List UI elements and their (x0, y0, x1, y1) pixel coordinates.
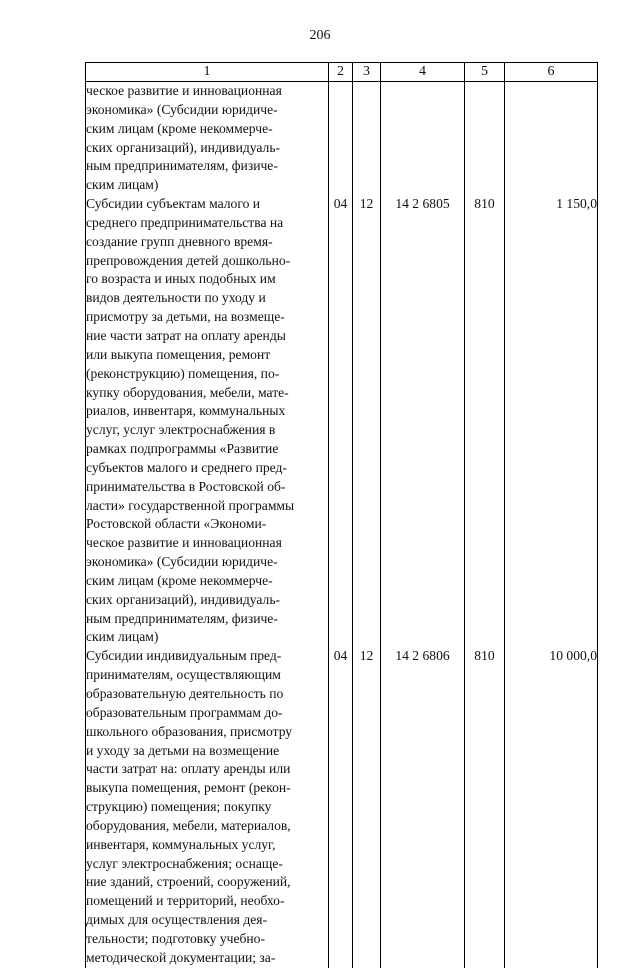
description-line: образовательную деятельность по (86, 686, 284, 701)
table-header-row (86, 63, 598, 82)
amount-value: 1 150,0 (505, 195, 598, 647)
section-code: 04 (329, 195, 353, 647)
amount-value (505, 82, 598, 196)
description-line: димых для осуществления дея- (86, 912, 268, 928)
description-line: оборудования, мебели, материалов, (86, 817, 291, 833)
row-description (86, 647, 329, 967)
description-line: или выкупа помещения, ремонт (86, 346, 271, 362)
row-description (86, 195, 329, 647)
description-line: Ростовской области «Экономи- (86, 516, 267, 532)
description-line: рамках подпрограммы «Развитие (86, 441, 279, 457)
description-line: среднего предпринимательства на (86, 214, 284, 230)
column-header-6: 6 (505, 63, 598, 82)
description-line: ским лицам) (86, 629, 159, 645)
description-line: услуг электроснабжения; оснаще- (86, 855, 283, 871)
description-line: ние части затрат на оплату аренды (86, 327, 286, 343)
description-line: препровождения детей дошкольно- (86, 252, 291, 268)
target-article-code: 14 2 6806 (381, 647, 465, 967)
description-line: риалов, инвентаря, коммунальных (86, 403, 286, 419)
description-line: части затрат на: оплату аренды или (86, 761, 291, 777)
section-code: 04 (329, 647, 353, 967)
description-line: (реконструкцию) помещения, по- (86, 365, 280, 381)
expense-type-code: 810 (465, 647, 505, 967)
description-line: ским лицам) (86, 177, 159, 193)
description-line: помещений и территорий, необхо- (86, 893, 285, 909)
description-line: купку оборудования, мебели, мате- (86, 384, 289, 400)
description-line: создание групп дневного время- (86, 233, 273, 249)
expense-type-code (465, 82, 505, 196)
description-line: ласти» государственной программы (86, 497, 295, 513)
description-line: инвентаря, коммунальных услуг, (86, 836, 276, 852)
description-line: Субсидии субъектам малого и (86, 196, 261, 212)
row-description (86, 82, 329, 196)
description-line: ских организаций), индивидуаль- (86, 591, 281, 607)
description-line: принимательства в Ростовской об- (86, 478, 286, 494)
subsection-code: 12 (353, 195, 381, 647)
column-header-2: 2 (329, 63, 353, 82)
description-line: ским лицам (кроме некоммерче- (86, 572, 273, 588)
description-line: видов деятельности по уходу и (86, 290, 266, 306)
amount-value: 10 000,0 (505, 647, 598, 967)
description-line: Субсидии индивидуальным пред- (86, 648, 282, 664)
description-line: услуг, услуг электроснабжения в (86, 422, 276, 438)
table-row (86, 647, 598, 967)
column-header-1: 1 (86, 63, 329, 82)
column-header-4: 4 (381, 63, 465, 82)
description-line: ческое развитие и инновационная (86, 535, 282, 551)
description-line: струкцию) помещения; покупку (86, 799, 272, 815)
description-line: ние зданий, строений, сооружений, (86, 874, 291, 890)
table-row (86, 195, 598, 647)
column-header-5: 5 (465, 63, 505, 82)
description-line: го возраста и иных подобных им (86, 271, 276, 287)
page-number: 206 (309, 28, 331, 43)
description-line: присмотру за детьми, на возмеще- (86, 309, 285, 325)
description-line: экономика» (Субсидии юридиче- (86, 554, 278, 570)
table-row (86, 82, 598, 196)
subsection-code (353, 82, 381, 196)
subsection-code: 12 (353, 647, 381, 967)
description-line: ным предпринимателям, физиче- (86, 610, 278, 626)
budget-table (85, 62, 598, 968)
description-line: образовательным программам до- (86, 704, 283, 720)
column-header-3: 3 (353, 63, 381, 82)
description-line: ских организаций), индивидуаль- (86, 139, 281, 155)
description-line: и уходу за детьми на возмещение (86, 742, 280, 758)
description-line: принимателям, осуществляющим (86, 667, 281, 683)
description-line: школьного образования, присмотру (86, 723, 293, 739)
description-line: методической документации; за- (86, 949, 276, 965)
description-line: ческое развитие и инновационная (86, 83, 282, 98)
target-article-code (381, 82, 465, 196)
description-line: экономика» (Субсидии юридиче- (86, 101, 278, 117)
section-code (329, 82, 353, 196)
description-line: тельности; подготовку учебно- (86, 930, 266, 946)
description-line: ным предпринимателям, физиче- (86, 158, 278, 174)
description-line: выкупа помещения, ремонт (рекон- (86, 780, 291, 796)
target-article-code: 14 2 6805 (381, 195, 465, 647)
expense-type-code: 810 (465, 195, 505, 647)
description-line: субъектов малого и среднего пред- (86, 459, 287, 475)
description-line: ским лицам (кроме некоммерче- (86, 120, 273, 136)
